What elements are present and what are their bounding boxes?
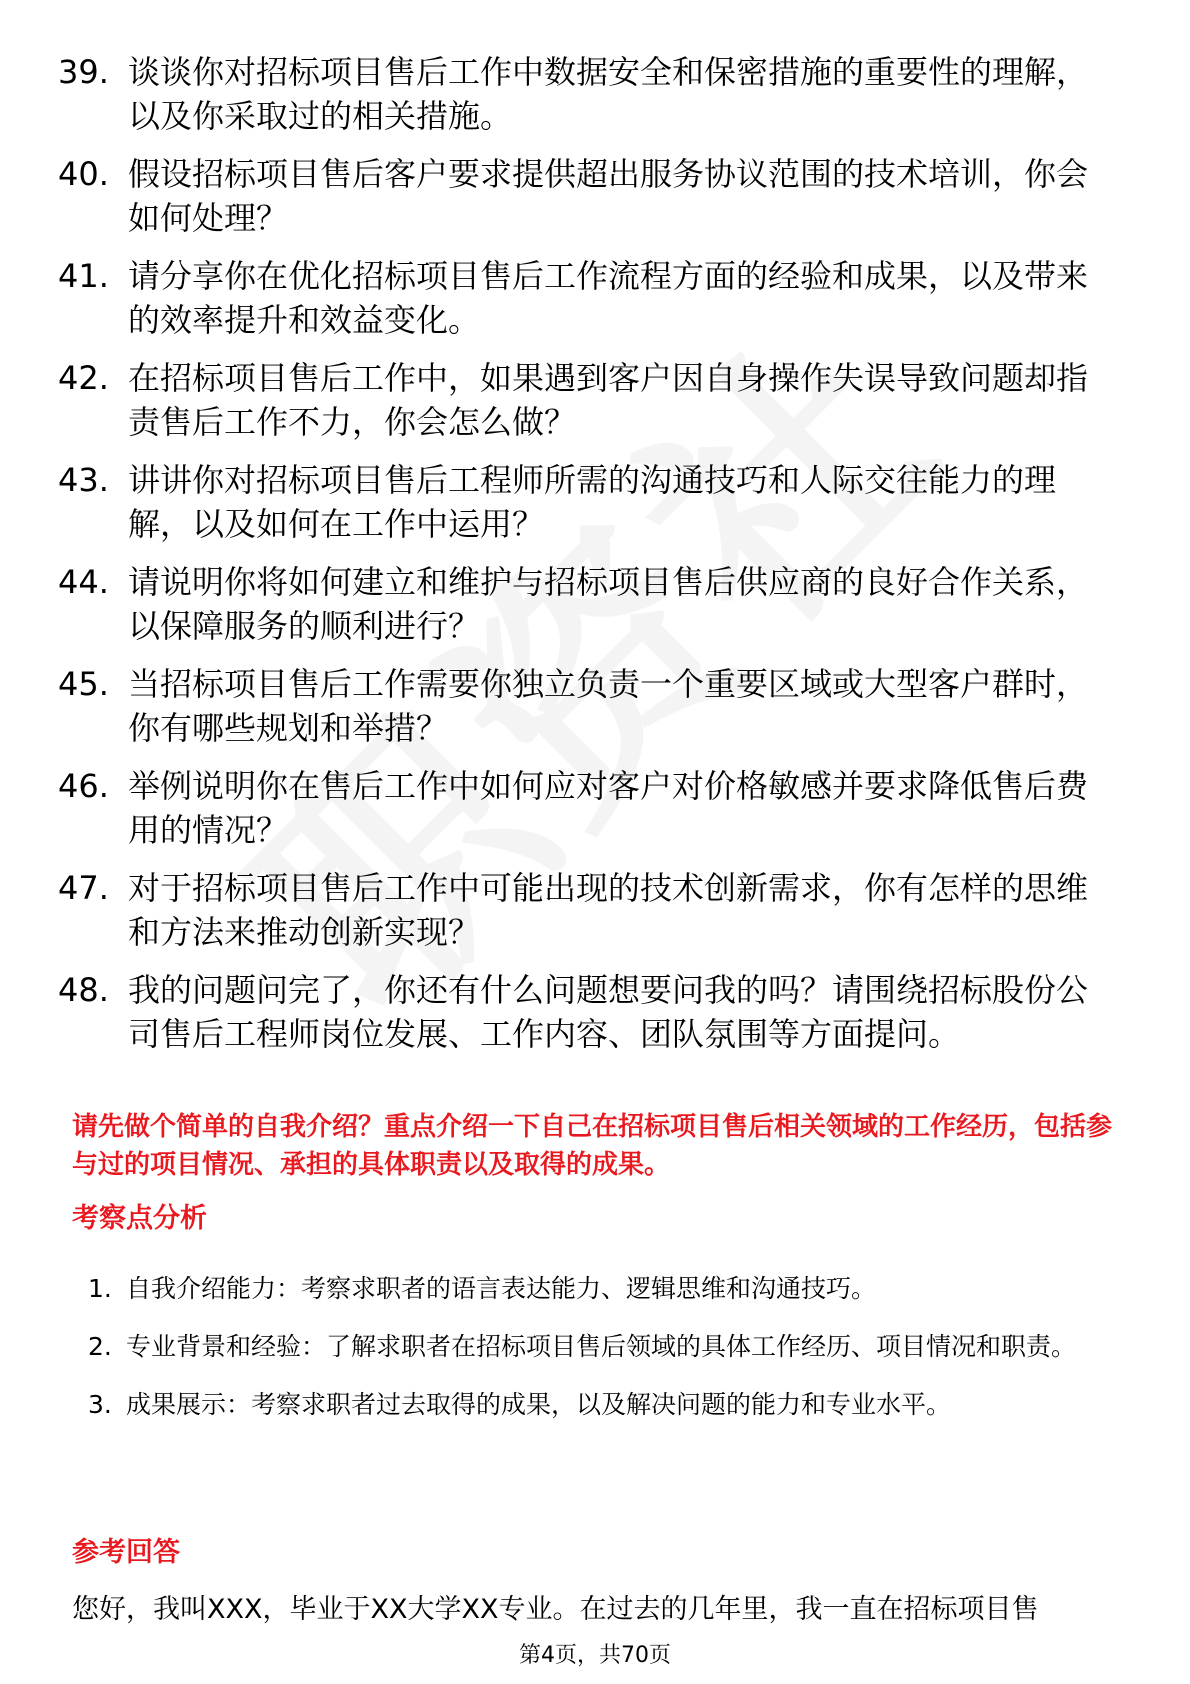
analysis-item [88,1376,1118,1434]
question-number: 48. [58,971,109,1009]
page-number: 第4页，共70页 [519,1643,671,1668]
question-item [58,152,1118,240]
analysis-text: 自我介绍能力：考察求职者的语言表达能力、逻辑思维和沟通技巧。 [126,1274,877,1303]
analysis-number: 3. [88,1390,112,1419]
analysis-item [88,1318,1118,1376]
question-text: 在招标项目售后工作中，如果遇到客户因自身操作失误导致问题却指责售后工作不力，你会怎么做？ [128,359,1089,441]
question-number: 42. [58,359,109,397]
question-text: 请说明你将如何建立和维护与招标项目售后供应商的良好合作关系，以保障服务的顺利进行？ [128,563,1089,645]
question-number: 43. [58,461,109,499]
analysis-number: 1. [88,1274,112,1303]
question-text: 我的问题问完了，你还有什么问题想要问我的吗？请围绕招标股份公司售后工程师岗位发展、工作内容、团队氛围等方面提问。 [128,971,1089,1053]
question-text: 讲讲你对招标项目售后工程师所需的沟通技巧和人际交往能力的理解，以及如何在工作中运用？ [128,461,1057,543]
question-item [58,560,1118,648]
question-item [58,764,1118,852]
analysis-number: 2. [88,1332,112,1361]
question-item [58,458,1118,546]
analysis-text: 专业背景和经验：了解求职者在招标项目售后领域的具体工作经历、项目情况和职责。 [126,1332,1077,1361]
analysis-item [88,1260,1118,1318]
question-item [58,866,1118,954]
question-number: 41. [58,257,109,295]
question-text: 当招标项目售后工作需要你独立负责一个重要区域或大型客户群时，你有哪些规划和举措？ [128,665,1089,747]
question-text: 对于招标项目售后工作中可能出现的技术创新需求，你有怎样的思维和方法来推动创新实现？ [128,869,1089,951]
question-number: 39. [58,53,109,91]
answer-heading: 参考回答 [72,1537,180,1568]
answer-text: 您好，我叫XXX，毕业于XX大学XX专业。在过去的几年里，我一直在招标项目售 [72,1594,1039,1625]
question-item [58,356,1118,444]
analysis-list [88,1260,1118,1434]
analysis-heading: 考察点分析 [72,1203,207,1234]
question-item [58,254,1118,342]
question-number: 46. [58,767,109,805]
question-item [58,662,1118,750]
question-list [58,50,1118,1070]
question-text: 假设招标项目售后客户要求提供超出服务协议范围的技术培训，你会如何处理？ [128,155,1089,237]
question-text: 请分享你在优化招标项目售后工作流程方面的经验和成果，以及带来的效率提升和效益变化。 [128,257,1089,339]
question-number: 40. [58,155,109,193]
question-number: 44. [58,563,109,601]
analysis-text: 成果展示：考察求职者过去取得的成果，以及解决问题的能力和专业水平。 [126,1390,952,1419]
question-text: 谈谈你对招标项目售后工作中数据安全和保密措施的重要性的理解，以及你采取过的相关措施。 [128,53,1089,135]
question-number: 47. [58,869,109,907]
question-item [58,50,1118,138]
question-text: 举例说明你在售后工作中如何应对客户对价格敏感并要求降低售后费用的情况？ [128,767,1089,849]
highlight-question: 请先做个简单的自我介绍？重点介绍一下自己在招标项目售后相关领域的工作经历，包括参与过的项目情况、承担的具体职责以及取得的成果。 [72,1112,1113,1180]
question-item [58,968,1118,1056]
question-number: 45. [58,665,109,703]
